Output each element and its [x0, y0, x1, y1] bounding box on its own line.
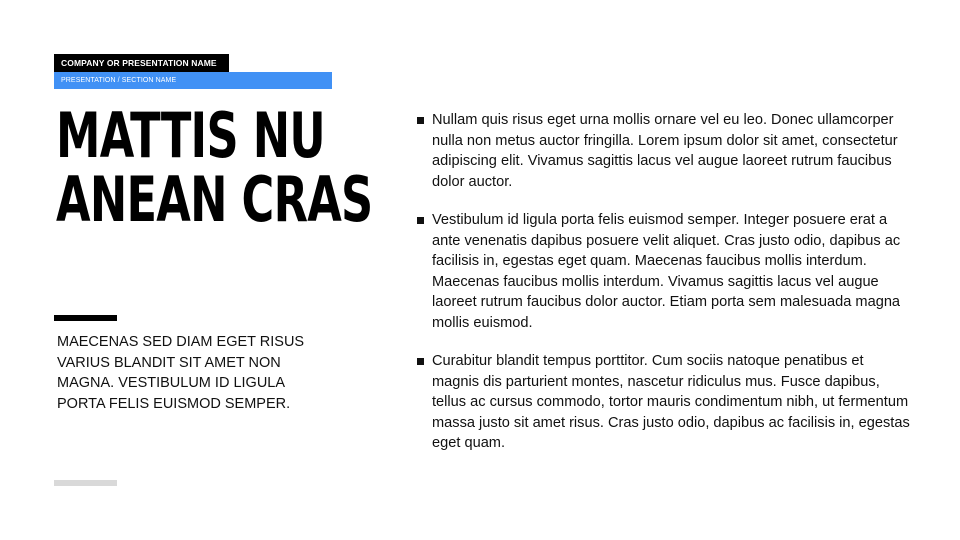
square-bullet-icon	[417, 117, 424, 124]
bullet-item	[416, 210, 912, 333]
slide-title-line-1: MATTIS NU	[56, 99, 325, 172]
bullet-item	[416, 351, 912, 454]
slide-title-line-2: ANEAN CRAS	[56, 163, 373, 236]
accent-divider	[54, 315, 117, 321]
bullet-text: Vestibulum id ligula porta felis euismod semper. Integer posuere erat a ante venenatis dapibus posuere velit aliquet. Cras justo odio, dapibus ac facilisis in, egestas eget quam. Maecenas faucibus mollis interdum. Maecenas faucibus mollis interdum. Vivamus sagittis lacus vel augue laoreet rutrum faucibus dolor auctor. Etiam porta sem malesuada magna mollis euismod.	[432, 212, 901, 331]
section-name-label: PRESENTATION / SECTION NAME	[54, 72, 332, 89]
bullet-list	[416, 110, 912, 472]
slide-subtitle: MAECENAS SED DIAM EGET RISUS VARIUS BLANDIT SIT AMET NON MAGNA. VESTIBULUM ID LIGULA PORTA FELIS EUISMOD SEMPER.	[57, 334, 305, 412]
bullet-text: Nullam quis risus eget urna mollis ornare vel eu leo. Donec ullamcorper nulla non metus auctor fringilla. Lorem ipsum dolor sit amet, consectetur adipiscing elit. Vivamus sagittis lacus vel augue laoreet rutrum faucibus dolor auctor.	[432, 112, 898, 190]
footer-divider	[54, 480, 117, 486]
bullet-text: Curabitur blandit tempus porttitor. Cum sociis natoque penatibus et magnis dis parturient montes, nascetur ridiculus mus. Fusce dapibus, tellus ac cursus commodo, tortor mauris condimentum nibh, ut fermentum massa justo sit amet risus. Cras justo odio, dapibus ac facilisis in, egestas eget quam.	[432, 353, 910, 451]
slide-title	[56, 99, 376, 236]
square-bullet-icon	[417, 217, 424, 224]
bullet-item	[416, 110, 912, 192]
company-name-label: COMPANY OR PRESENTATION NAME	[54, 54, 229, 72]
square-bullet-icon	[417, 358, 424, 365]
